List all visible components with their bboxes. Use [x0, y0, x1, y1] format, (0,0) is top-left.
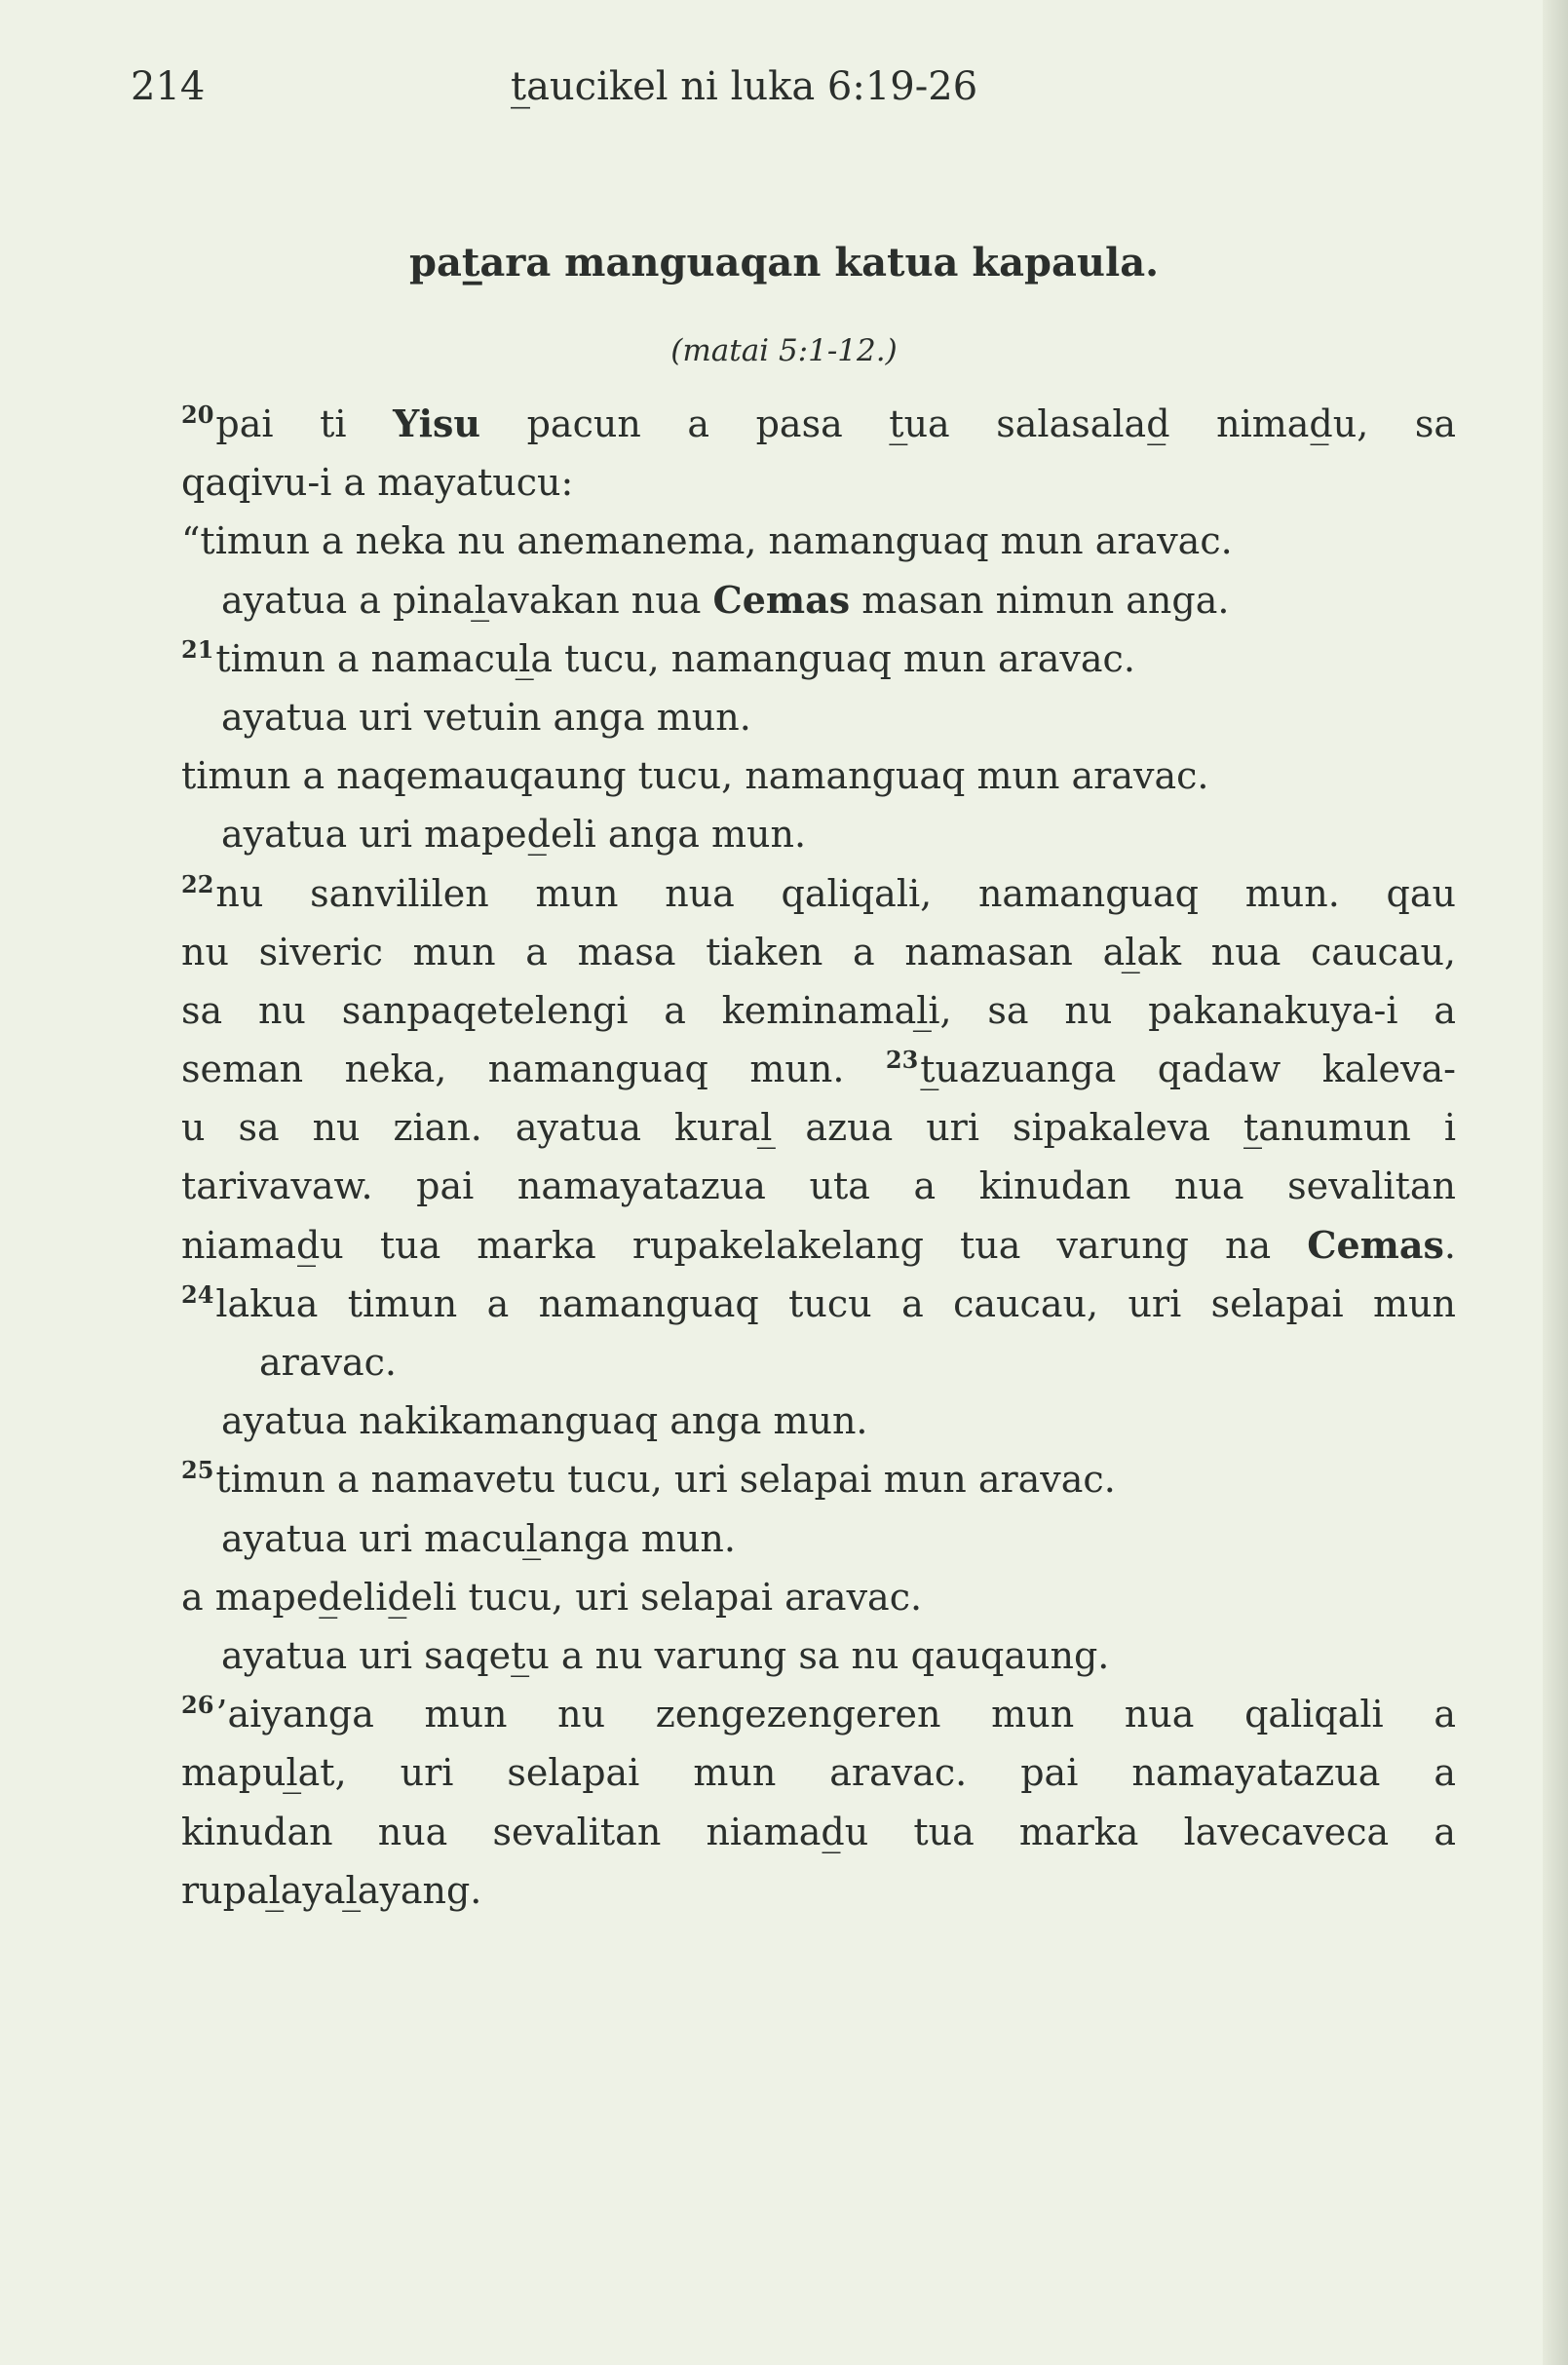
bold-term: Cemas	[712, 577, 851, 622]
cross-reference: (matai 5:1-12.)	[670, 333, 898, 368]
text-line	[181, 1157, 1456, 1215]
text-segment: ayatua uri vetuin anga mun.	[221, 695, 751, 739]
text-segment: ayatua uri macul̲anga mun.	[221, 1516, 736, 1560]
text-segment: nu siveric mun a masa tiaken a namasan al̲ak nua caucau,	[181, 930, 1456, 973]
bold-term: Cemas	[1307, 1222, 1444, 1267]
text-segment: rupal̲ayal̲ayang.	[181, 1868, 482, 1912]
text-segment: timun a namavetu tucu, uri selapai mun aravac.	[215, 1458, 1116, 1502]
text-segment: ayatua a pinal̲avakan nua	[221, 578, 713, 622]
text-line	[181, 1275, 1456, 1333]
text-segment: t̲uazuanga qadaw kaleva-	[920, 1048, 1456, 1091]
text-line	[181, 981, 1456, 1040]
text-segment: seman neka, namanguaq mun.	[181, 1048, 886, 1091]
text-line	[181, 864, 1456, 923]
text-segment: timun a naqemauqaung tucu, namanguaq mun aravac.	[181, 754, 1209, 798]
running-title: t̲aucikel ni luka 6:19-26	[511, 64, 978, 109]
scripture-text	[181, 395, 1456, 1920]
text-segment: a maped̲elid̲eli tucu, uri selapai aravac.	[181, 1575, 923, 1619]
verse-number: 22	[181, 869, 214, 898]
text-segment: masan nimun anga.	[850, 578, 1230, 622]
text-line	[181, 1392, 1456, 1450]
text-segment: u sa nu zian. ayatua kural̲ azua uri sipakaleva t̲anumun i	[181, 1106, 1456, 1150]
text-line	[181, 1509, 1456, 1568]
text-segment: aravac.	[259, 1341, 397, 1384]
text-line	[181, 1685, 1456, 1743]
text-segment: sa nu sanpaqetelengi a keminamal̲i, sa nu pakanakuya-i a	[181, 988, 1456, 1032]
text-line	[181, 1040, 1456, 1098]
text-line	[181, 512, 1456, 570]
text-segment: qaqivu-i a mayatucu:	[181, 461, 574, 505]
text-segment: .	[1443, 1223, 1456, 1267]
text-line	[181, 453, 1456, 512]
text-line	[181, 571, 1456, 629]
text-segment: nu sanvililen mun nua qaliqali, namanguaq mun. qau	[215, 871, 1456, 915]
verse-number: 21	[181, 634, 214, 664]
text-segment: lakua timun a namanguaq tucu a caucau, uri selapai mun	[215, 1281, 1456, 1325]
section-heading: pat̲ara manguaqan katua kapaula.	[408, 240, 1160, 286]
page-number: 214	[131, 64, 206, 109]
text-segment: mapul̲at, uri selapai mun aravac. pai namayatazua a	[181, 1751, 1456, 1795]
text-segment: timun a namacul̲a tucu, namanguaq mun aravac.	[215, 636, 1135, 680]
text-segment: pai ti	[215, 402, 394, 445]
text-line	[181, 629, 1456, 688]
text-segment: ayatua uri saqet̲u a nu varung sa nu qauqaung.	[221, 1633, 1110, 1677]
verse-number: 25	[181, 1456, 214, 1485]
text-segment: niamad̲u tua marka rupakelakelang tua varung na	[181, 1223, 1308, 1267]
text-line	[181, 688, 1456, 746]
text-segment: ayatua uri maped̲eli anga mun.	[221, 813, 807, 857]
text-line	[181, 1568, 1456, 1626]
text-line	[181, 1803, 1456, 1861]
bold-term: Yisu	[393, 401, 481, 445]
text-line	[181, 923, 1456, 981]
text-line	[181, 1216, 1456, 1275]
text-line	[181, 1098, 1456, 1157]
verse-number: 23	[885, 1046, 919, 1075]
verse-number: 26	[181, 1691, 214, 1720]
text-segment: ayatua nakikamanguaq anga mun.	[221, 1399, 868, 1443]
text-segment: “timun a neka nu anemanema, namanguaq mun aravac.	[181, 519, 1233, 563]
text-line	[181, 746, 1456, 805]
text-line	[181, 805, 1456, 863]
text-line	[181, 1333, 1456, 1392]
verse-number: 20	[181, 401, 214, 429]
text-segment: pacun a pasa t̲ua salasalad̲ nimad̲u, sa	[480, 402, 1457, 445]
text-line	[181, 1450, 1456, 1508]
text-line	[181, 395, 1456, 453]
text-line	[181, 1861, 1456, 1920]
text-segment: kinudan nua sevalitan niamad̲u tua marka lavecaveca a	[181, 1810, 1456, 1853]
text-segment: ’aiyanga mun nu zengezengeren mun nua qaliqali a	[215, 1693, 1456, 1736]
text-segment: tarivavaw. pai namayatazua uta a kinudan nua sevalitan	[181, 1164, 1456, 1208]
text-line	[181, 1743, 1456, 1802]
text-line	[181, 1626, 1456, 1685]
verse-number: 24	[181, 1279, 214, 1309]
